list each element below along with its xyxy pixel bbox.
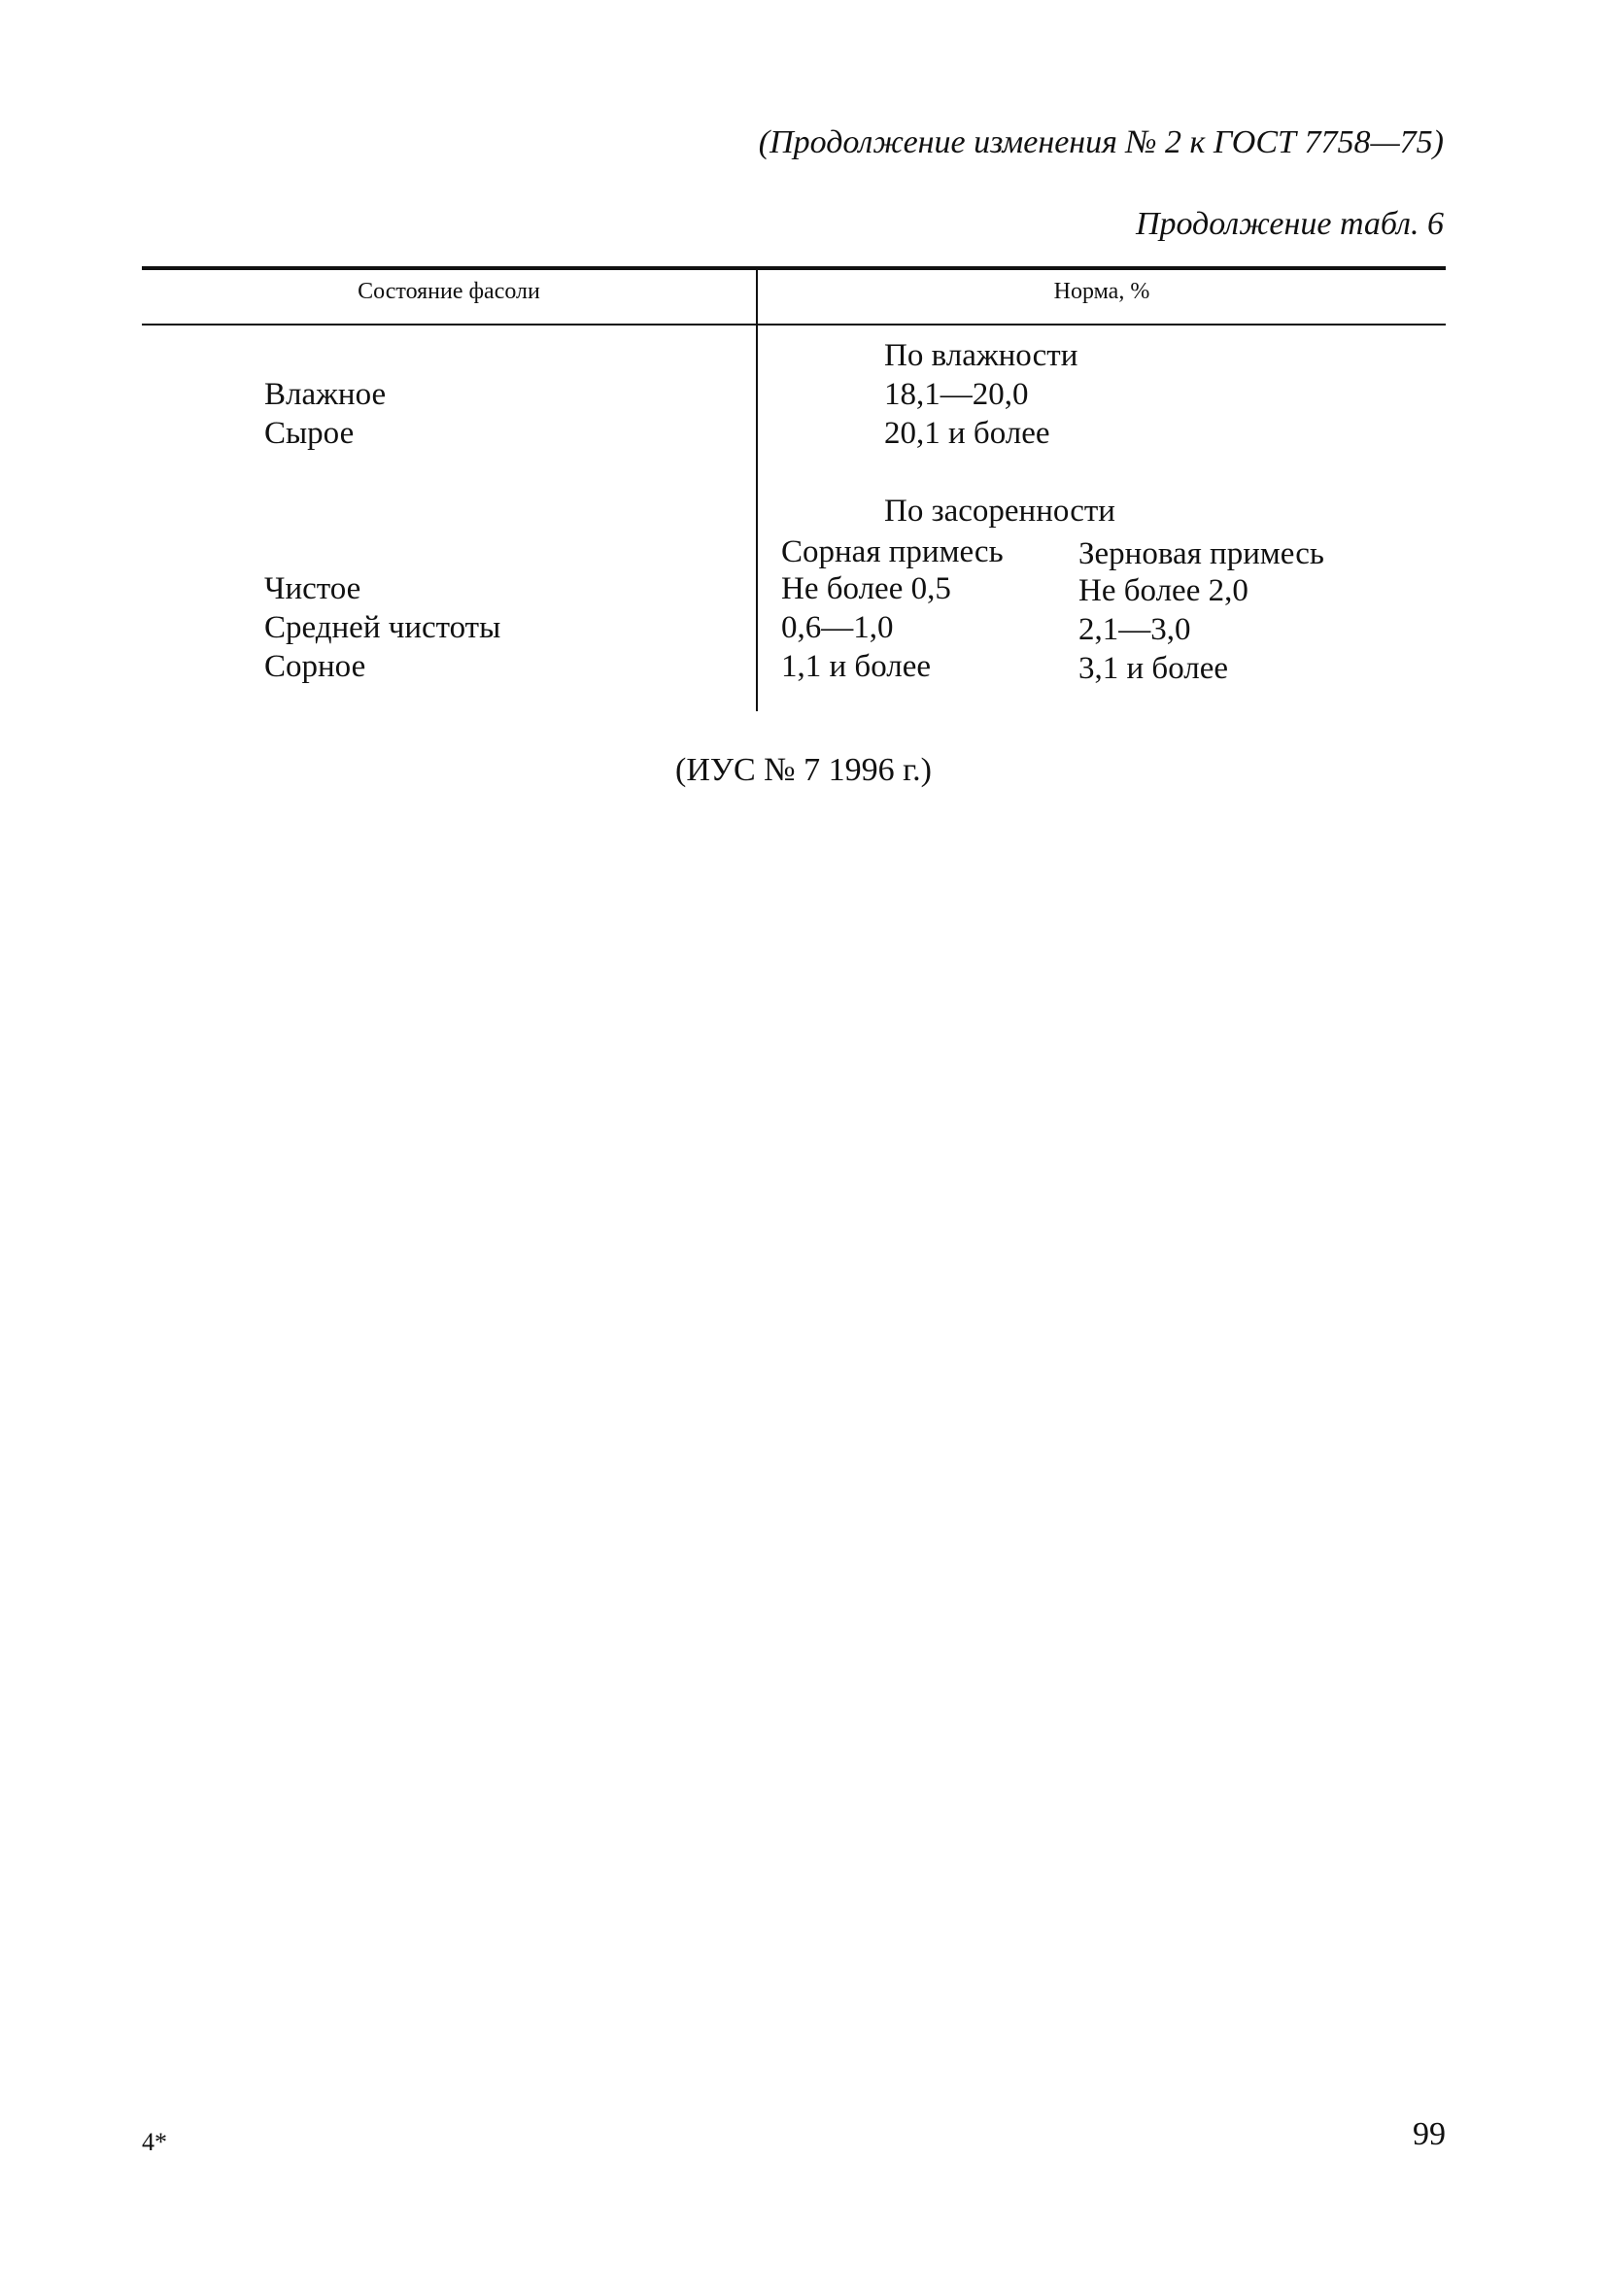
impurity-row-state: Средней чистоты bbox=[264, 610, 501, 645]
table-column-divider bbox=[756, 268, 758, 711]
moisture-group-heading: По влажности bbox=[884, 338, 1078, 373]
impurity-row-weed: 0,6—1,0 bbox=[781, 610, 894, 645]
impurity-row-grain: 3,1 и более bbox=[1078, 651, 1229, 686]
impurity-row-weed: 1,1 и более bbox=[781, 649, 932, 684]
impurity-subheader-grain: Зерновая примесь bbox=[1078, 536, 1324, 571]
ius-reference: (ИУС № 7 1996 г.) bbox=[675, 752, 932, 788]
table-top-rule bbox=[142, 266, 1446, 270]
moisture-row-norm: 20,1 и более bbox=[884, 416, 1050, 451]
amendment-continuation-title: (Продолжение изменения № 2 к ГОСТ 7758—75) bbox=[758, 124, 1444, 160]
impurity-row-grain: 2,1—3,0 bbox=[1078, 612, 1191, 647]
table-header-rule bbox=[142, 324, 1446, 326]
column-header-norm: Норма, % bbox=[1053, 279, 1150, 304]
impurity-row-state: Чистое bbox=[264, 571, 361, 606]
impurity-subheader-weed: Сорная примесь bbox=[781, 534, 1004, 569]
impurity-group-heading: По засоренности bbox=[884, 494, 1115, 529]
column-header-state: Состояние фасоли bbox=[358, 279, 540, 304]
moisture-row-state: Сырое bbox=[264, 416, 355, 451]
moisture-row-norm: 18,1—20,0 bbox=[884, 377, 1029, 412]
impurity-row-state: Сорное bbox=[264, 649, 366, 684]
signature-mark: 4* bbox=[142, 2128, 167, 2156]
table-continuation-label: Продолжение табл. 6 bbox=[1135, 206, 1444, 242]
impurity-row-grain: Не более 2,0 bbox=[1078, 573, 1248, 608]
page-number: 99 bbox=[1413, 2116, 1446, 2152]
impurity-row-weed: Не более 0,5 bbox=[781, 571, 951, 606]
moisture-row-state: Влажное bbox=[264, 377, 387, 412]
